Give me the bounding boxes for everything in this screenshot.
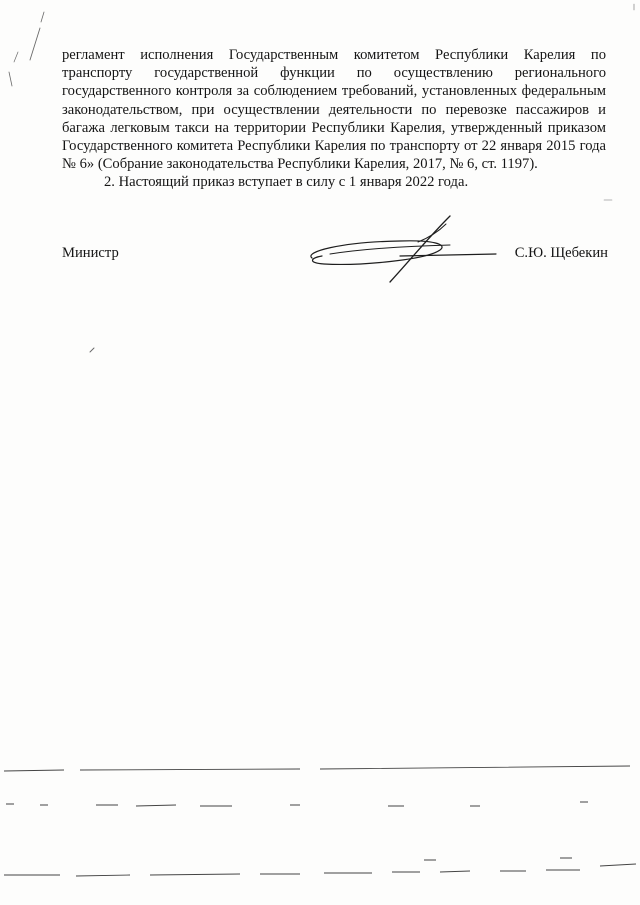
signatory-name: С.Ю. Щебекин [514,245,608,261]
signatory-position: Министр [62,245,119,261]
paragraph-effective-date: 2. Настоящий приказ вступает в силу с 1 января 2022 года. [104,174,469,191]
signature-block [62,244,608,264]
document-body [62,46,606,192]
paragraph-regulation-reference: регламент исполнения Государственным комитетом Республики Карелия по транспорту государственной функции по осуществлению регионального государственного контроля за соблюдением требований, установленных федеральным законодательством, при осуществлении деятельности по перевозке пассажиров и багажа легковым такси на территории Республики Карелия, утвержденный приказом Государственного комитета Республики Карелия по транспорту от 22 января 2015 года № 6» (Собрание законодательства Республики Карелия, 2017, № 6, ст. 1197). [62,47,606,173]
